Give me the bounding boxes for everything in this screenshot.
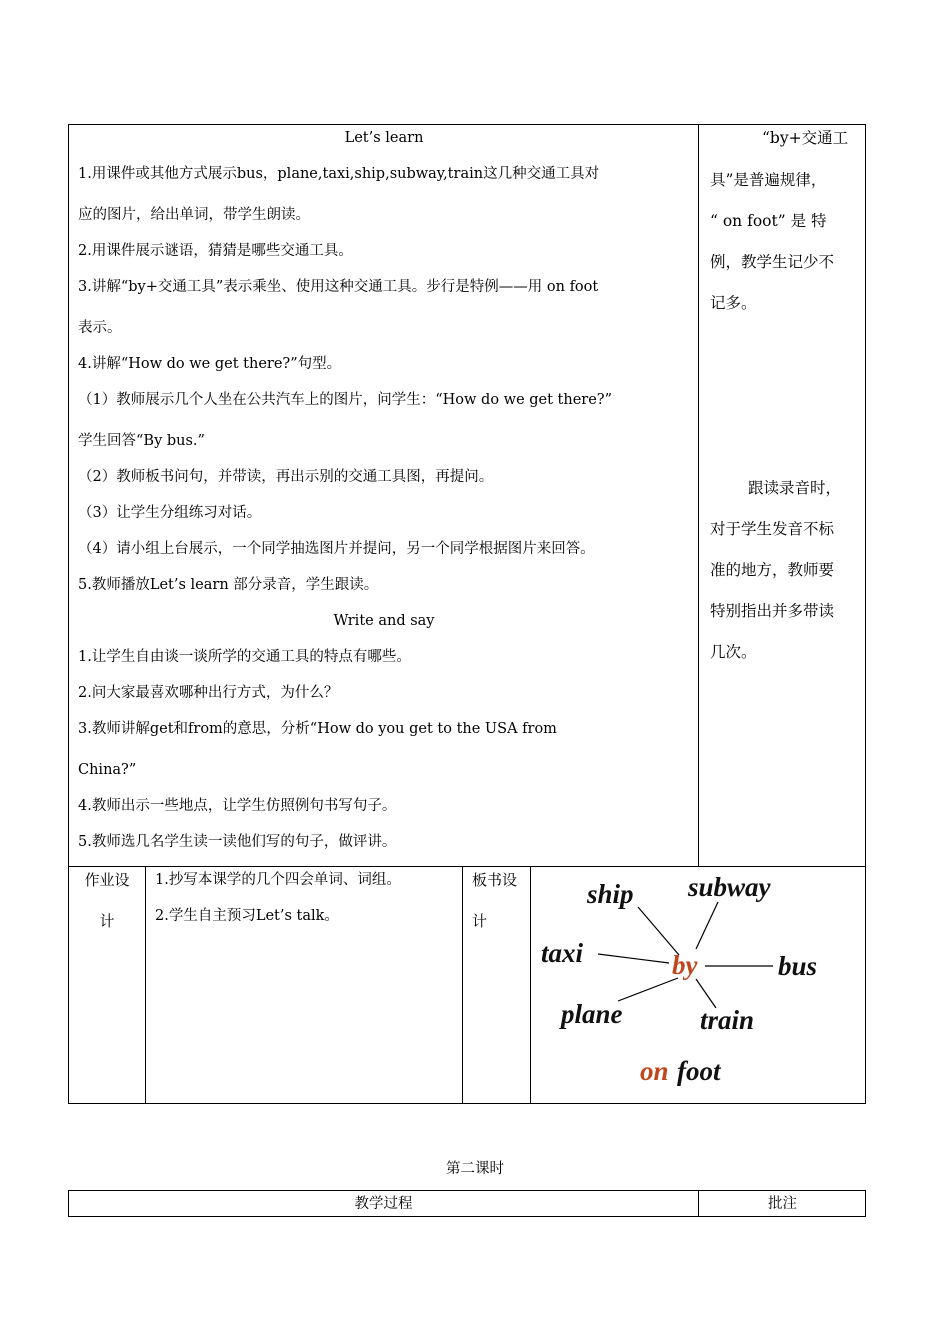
content-line: 1.用课件或其他方式展示bus，plane,taxi,ship,subway,train这几种交通工具对 xyxy=(78,166,600,182)
board-label: 板书设 xyxy=(472,871,518,889)
note-line: “ on foot” 是 特 xyxy=(710,212,827,230)
homework-label-divider xyxy=(145,866,146,1104)
board-word-bus: bus xyxy=(778,951,818,981)
content-line: 4.讲解“How do we get there?”句型。 xyxy=(78,356,342,372)
board-word-ship: ship xyxy=(587,879,634,909)
content-line: 2.用课件展示谜语，猜猜是哪些交通工具。 xyxy=(78,243,353,259)
content-line: 3.教师讲解get和from的意思，分析“How do you get to the USA from xyxy=(78,721,557,737)
connector-train xyxy=(696,979,716,1008)
note-line: 具”是普遍规律， xyxy=(710,171,827,189)
connector-subway xyxy=(696,902,718,949)
board-word-by: by xyxy=(672,950,698,980)
note-line: “by+交通工 xyxy=(762,129,849,147)
content-line: 1.让学生自由谈一谈所学的交通工具的特点有哪些。 xyxy=(78,649,411,665)
note-line: 对于学生发音不标 xyxy=(710,520,835,538)
homework-label: 计 xyxy=(99,912,115,930)
content-line: 表示。 xyxy=(78,320,122,336)
content-line: 4.教师出示一些地点，让学生仿照例句书写句子。 xyxy=(78,798,397,814)
board-word-foot: foot xyxy=(677,1056,721,1086)
note-line: 记多。 xyxy=(710,294,757,312)
connector-ship xyxy=(638,907,679,955)
board-word-taxi: taxi xyxy=(541,938,584,968)
board-word-plane: plane xyxy=(561,999,623,1029)
content-line: （1）教师展示几个人坐在公共汽车上的图片，问学生：“How do we get there?” xyxy=(78,392,612,408)
section-heading-lets-learn: Let’s learn xyxy=(344,130,424,146)
lesson2-title: 第二课时 xyxy=(446,1161,504,1177)
homework-content-divider xyxy=(462,866,463,1104)
homework-label: 作业设 xyxy=(84,871,130,889)
content-line: 5.教师播放Let’s learn 部分录音，学生跟读。 xyxy=(78,577,379,593)
content-line: 2.问大家最喜欢哪种出行方式，为什么？ xyxy=(78,685,339,701)
notes-divider xyxy=(698,124,699,866)
board-label: 计 xyxy=(472,912,488,930)
lesson2-col-notes: 批注 xyxy=(768,1196,797,1212)
board-word-subway: subway xyxy=(688,872,771,902)
content-line: 应的图片，给出单词，带学生朗读。 xyxy=(78,207,310,223)
note-line: 跟读录音时， xyxy=(748,479,842,497)
content-line: （2）教师板书问句，并带读，再出示别的交通工具图，再提问。 xyxy=(78,469,494,485)
content-line: 3.讲解“by+交通工具”表示乘坐、使用这种交通工具。步行是特例——用 on foot xyxy=(78,279,599,295)
connector-taxi xyxy=(598,954,669,963)
content-line: （4）请小组上台展示，一个同学抽选图片并提问，另一个同学根据图片来回答。 xyxy=(78,541,595,557)
content-line: （3）让学生分组练习对话。 xyxy=(78,505,262,521)
note-line: 几次。 xyxy=(710,643,757,661)
section-heading-write-and-say: Write and say xyxy=(333,613,435,629)
note-line: 例，教学生记少不 xyxy=(710,253,835,271)
note-line: 准的地方，教师要 xyxy=(710,561,835,579)
homework-item: 1.抄写本课学的几个四会单词、词组。 xyxy=(155,872,401,888)
connector-plane xyxy=(618,978,678,1001)
content-line: 5.教师选几名学生读一读他们写的句子，做评讲。 xyxy=(78,834,397,850)
note-line: 特别指出并多带读 xyxy=(710,602,835,620)
content-line: China?” xyxy=(78,762,137,778)
board-word-train: train xyxy=(700,1005,755,1035)
board-word-on: on xyxy=(640,1056,669,1086)
content-line: 学生回答“By bus.” xyxy=(78,433,205,449)
lesson2-col-process: 教学过程 xyxy=(354,1196,413,1212)
homework-item: 2.学生自主预习Let’s talk。 xyxy=(155,908,339,924)
